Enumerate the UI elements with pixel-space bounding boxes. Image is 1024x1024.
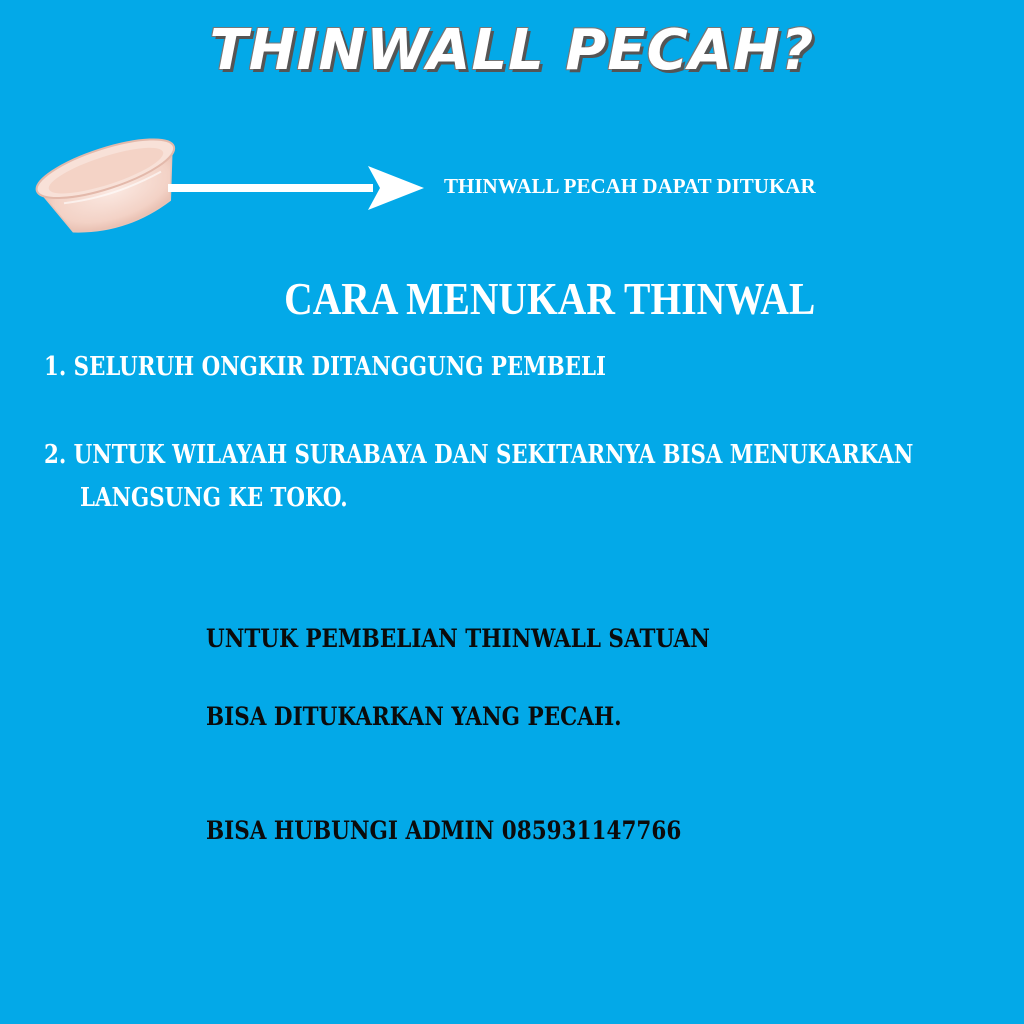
step-2-continuation: LANGSUNG KE TOKO. <box>80 483 348 513</box>
info-line-2: BISA DITUKARKAN YANG PECAH. <box>206 702 622 731</box>
step-2: 2. UNTUK WILAYAH SURABAYA DAN SEKITARNYA BISA MENUKARKAN <box>44 440 914 470</box>
step-1: 1. SELURUH ONGKIR DITANGGUNG PEMBELI <box>44 352 606 382</box>
info-line-1: UNTUK PEMBELIAN THINWALL SATUAN <box>206 624 710 653</box>
exchange-heading: CARA MENUKAR THINWAL <box>284 273 816 324</box>
thinwall-bowl-image <box>30 118 190 248</box>
exchange-note: THINWALL PECAH DAPAT DITUKAR <box>444 174 816 198</box>
contact-admin: BISA HUBUNGI ADMIN 085931147766 <box>206 816 682 845</box>
arrow-right-icon <box>168 160 428 216</box>
page-title: THINWALL PECAH? <box>209 18 815 83</box>
